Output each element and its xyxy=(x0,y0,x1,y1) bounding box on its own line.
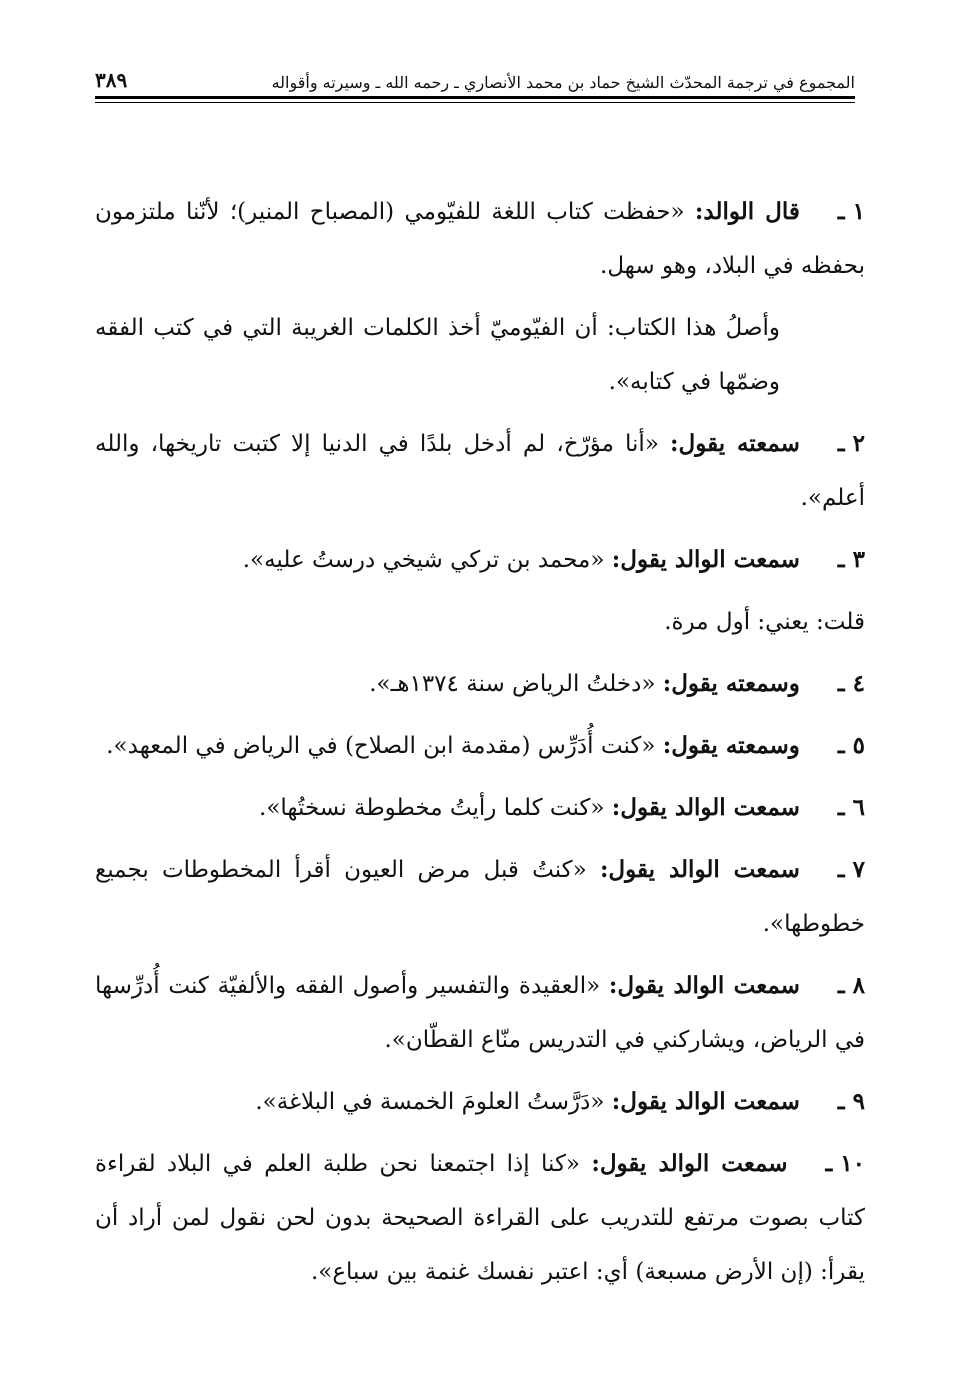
item-number: ٧ ـ xyxy=(837,856,865,883)
item-text: «دخلتُ الرياض سنة ١٣٧٤هـ». xyxy=(369,671,656,697)
item-text: «محمد بن تركي شيخي درستُ عليه». xyxy=(242,547,605,573)
item-number: ٢ ـ xyxy=(837,430,865,457)
item-lead: سمعت الوالد يقول: xyxy=(611,1088,800,1115)
item-text: قلت: يعني: أول مرة. xyxy=(664,609,865,635)
item-lead: سمعت الوالد يقول: xyxy=(611,546,800,573)
item-8 xyxy=(95,959,865,1067)
item-1-continuation xyxy=(95,301,865,409)
item-text: «كنتُ قبل مرض العيون أقرأ المخطوطات بجميع خطوطها». xyxy=(95,857,865,937)
header-rule-thick xyxy=(95,96,855,99)
item-lead: سمعت الوالد يقول: xyxy=(599,856,800,883)
item-3-note xyxy=(95,595,865,649)
item-text: «حفظت كتاب اللغة للفيّومي (المصباح المنير)؛ لأنّنا ملتزمون بحفظه في البلاد، وهو سهل. xyxy=(95,199,865,279)
item-lead: قال الوالد: xyxy=(694,198,800,225)
item-text: «كنا إذا اجتمعنا نحن طلبة العلم في البلاد لقراءة كتاب بصوت مرتفع للتدريب على القراءة الصحيحة بدون لحن نقول لمن أراد أن يقرأ: (إن الأرض مسبعة) أي: اعتبر نفسك غنمة بين سباع». xyxy=(95,1151,865,1285)
item-7 xyxy=(95,843,865,951)
item-text: «دَرَّستُ العلومَ الخمسة في البلاغة». xyxy=(255,1089,605,1115)
item-lead: وسمعته يقول: xyxy=(662,732,800,759)
page-number: ٣٨٩ xyxy=(95,68,128,92)
header-title: المجموع في ترجمة المحدّث الشيخ حماد بن محمد الأنصاري ـ رحمه الله ـ وسيرته وأقواله xyxy=(271,73,855,92)
item-6 xyxy=(95,781,865,835)
item-number: ٨ ـ xyxy=(837,972,865,999)
item-1 xyxy=(95,185,865,293)
item-text: «أنا مؤرّخ، لم أدخل بلدًا في الدنيا إلا كتبت تاريخها، والله أعلم». xyxy=(95,431,865,511)
item-number: ٣ ـ xyxy=(837,546,865,573)
body-text xyxy=(95,185,865,1307)
item-lead: وسمعته يقول: xyxy=(662,670,800,697)
item-text: «كنت أُدَرِّس (مقدمة ابن الصلاح) في الرياض في المعهد». xyxy=(106,733,656,759)
item-number: ١ ـ xyxy=(837,198,865,225)
item-number: ٦ ـ xyxy=(837,794,865,821)
item-number: ٤ ـ xyxy=(837,670,865,697)
item-lead: سمعت الوالد يقول: xyxy=(591,1150,788,1177)
item-5 xyxy=(95,719,865,773)
item-number: ١٠ ـ xyxy=(825,1150,865,1177)
header-rule-thin xyxy=(95,102,855,103)
item-number: ٩ ـ xyxy=(837,1088,865,1115)
item-2 xyxy=(95,417,865,525)
item-text: «كنت كلما رأيتُ مخطوطة نسختُها». xyxy=(259,795,605,821)
item-4 xyxy=(95,657,865,711)
item-lead: سمعته يقول: xyxy=(670,430,800,457)
item-text: وأصلُ هذا الكتاب: أن الفيّوميّ أخذ الكلمات الغريبة التي في كتب الفقه وضمّها في كتابه». xyxy=(95,315,780,395)
item-lead: سمعت الوالد يقول: xyxy=(611,794,800,821)
item-9 xyxy=(95,1075,865,1129)
item-number: ٥ ـ xyxy=(837,732,865,759)
running-header xyxy=(95,52,855,92)
item-text: «العقيدة والتفسير وأصول الفقه والألفيّة كنت أُدرِّسها في الرياض، ويشاركني في التدريس منّاع القطّان». xyxy=(95,973,865,1053)
item-10 xyxy=(95,1137,865,1299)
item-lead: سمعت الوالد يقول: xyxy=(608,972,800,999)
item-3 xyxy=(95,533,865,587)
